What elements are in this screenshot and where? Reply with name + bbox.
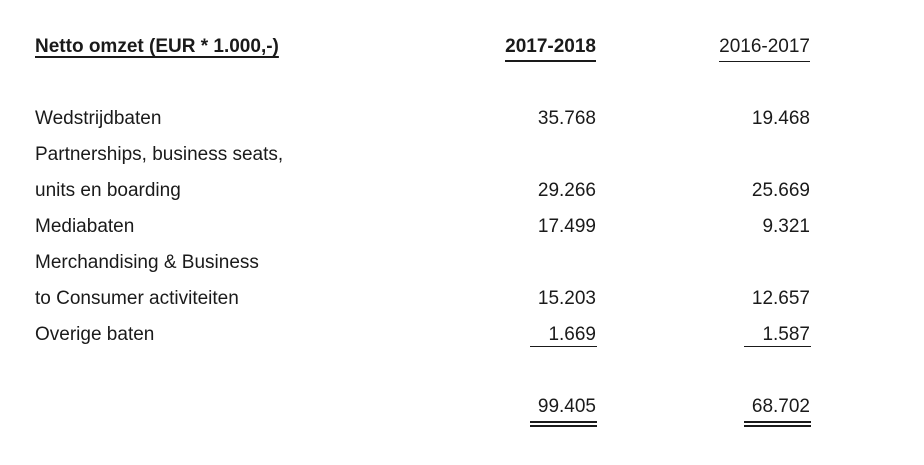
row-label: units en boarding (35, 180, 181, 201)
row-label: Merchandising & Business (35, 252, 259, 273)
subtotal-rule-previous (744, 346, 811, 347)
value-previous: 12.657 (751, 288, 810, 309)
row-label: Partnerships, business seats, (35, 144, 284, 165)
value-current: 1.669 (548, 324, 596, 345)
table-title: Netto omzet (EUR * 1.000,-) (35, 36, 279, 57)
value-previous: 19.468 (751, 108, 810, 129)
value-current: 29.266 (537, 180, 596, 201)
row-label: Wedstrijdbaten (35, 108, 162, 129)
value-current: 35.768 (537, 108, 596, 129)
total-current: 99.405 (537, 396, 596, 417)
row-label: Mediabaten (35, 216, 135, 237)
value-current: 15.203 (537, 288, 596, 309)
subtotal-rule-current (530, 346, 597, 347)
column-header-2017-2018: 2017-2018 (505, 35, 596, 62)
table-row (0, 323, 924, 359)
table-row (0, 215, 924, 251)
column-header-2016-2017: 2016-2017 (719, 35, 810, 62)
value-previous: 25.669 (751, 180, 810, 201)
total-double-rule-current (530, 421, 597, 427)
value-previous: 1.587 (762, 324, 810, 345)
total-previous: 68.702 (751, 396, 810, 417)
value-current: 17.499 (537, 216, 596, 237)
total-double-rule-previous (744, 421, 811, 427)
value-previous: 9.321 (762, 216, 810, 237)
row-label: Overige baten (35, 324, 155, 345)
table-row (0, 107, 924, 143)
table-row (0, 179, 924, 215)
table-row (0, 251, 924, 287)
row-label: to Consumer activiteiten (35, 288, 239, 309)
table-row (0, 143, 924, 179)
table-row (0, 287, 924, 323)
